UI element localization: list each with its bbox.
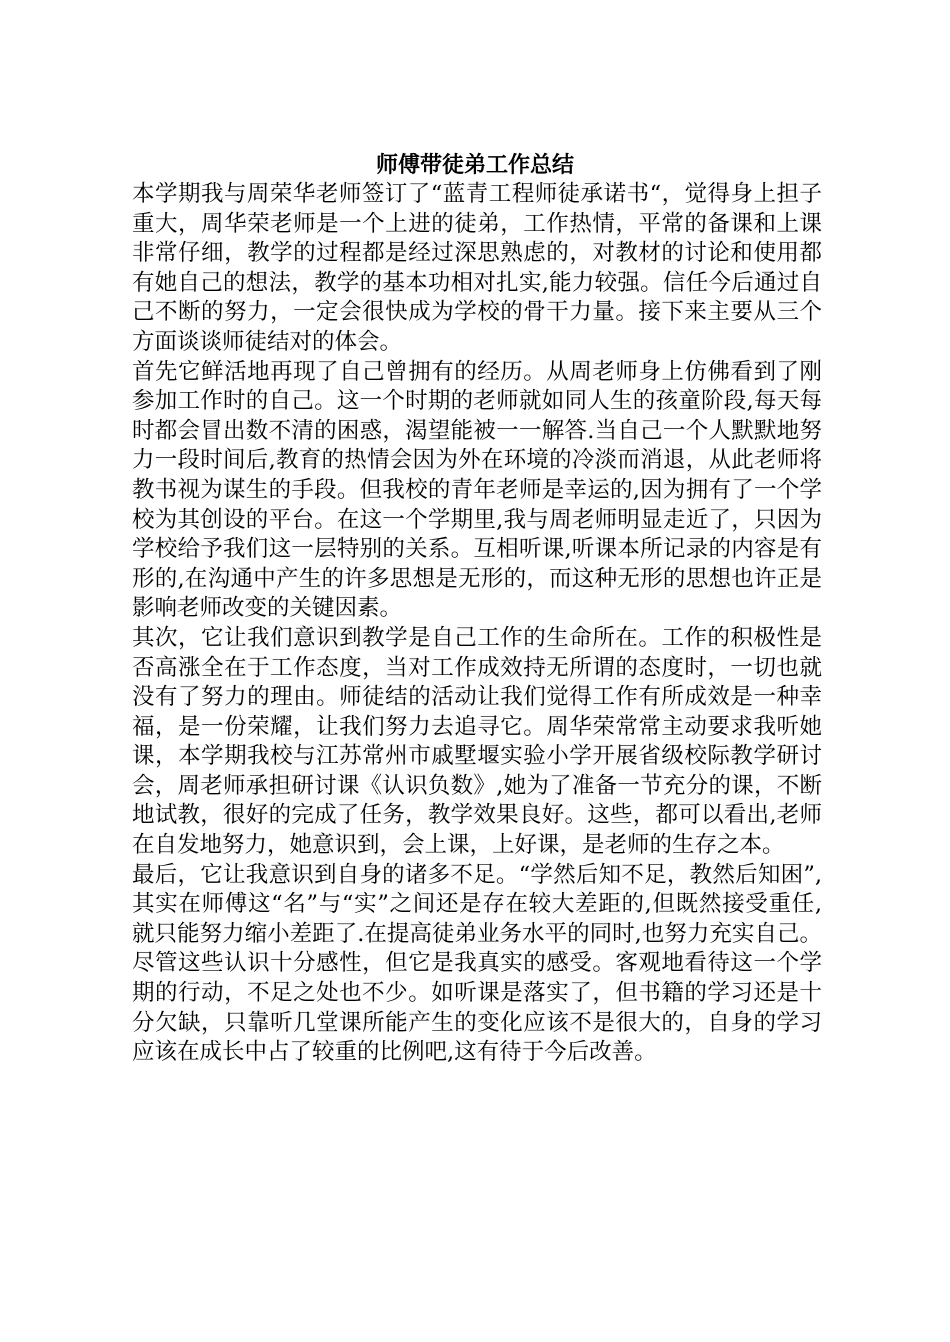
- paragraph-last: 最后，它让我意识到自身的诸多不足。“学然后知不足，教然后知困”,其实在师傅这“名”与“实”之间还是存在较大差距的,但既然接受重任,就只能努力缩小差距了.在提高徒弟业务水平的同时,也努力充实自己。尽管这些认识十分感性，但它是我真实的感受。客观地看待这一个学期的行动，不足之处也不少。如听课是落实了，但书籍的学习还是十分欠缺，只靠听几堂课所能产生的变化应该不是很大的，自身的学习应该在成长中占了较重的比例吧,这有待于今后改善。: [132, 861, 822, 1066]
- paragraph-second: 其次，它让我们意识到教学是自己工作的生命所在。工作的积极性是否高涨全在于工作态度，当对工作成效持无所谓的态度时，一切也就没有了努力的理由。师徒结的活动让我们觉得工作有所成效是一种幸福，是一份荣耀，让我们努力去追寻它。周华荣常常主动要求我听她课，本学期我校与江苏常州市戚墅堰实验小学开展省级校际教学研讨会，周老师承担研讨课《认识负数》,她为了准备一节充分的课，不断地试教，很好的完成了任务，教学效果良好。这些，都可以看出,老师在自发地努力，她意识到，会上课，上好课，是老师的生存之本。: [132, 624, 822, 859]
- document-body: [132, 180, 822, 1068]
- document-title: 师傅带徒弟工作总结: [375, 152, 574, 178]
- paragraph-first: 首先它鲜活地再现了自己曾拥有的经历。从周老师身上仿佛看到了刚参加工作时的自己。这一个时期的老师就如同人生的孩童阶段,每天每时都会冒出数不清的困惑，渴望能被一一解答.当自己一个人默默地努力一段时间后,教育的热情会因为外在环境的冷淡而消退，从此老师将教书视为谋生的手段。但我校的青年老师是幸运的,因为拥有了一个学校为其创设的平台。在这一个学期里,我与周老师明显走近了，只因为学校给予我们这一层特别的关系。互相听课,听课本所记录的内容是有形的,在沟通中产生的许多思想是无形的，而这种无形的思想也许正是影响老师改变的关键因素。: [132, 358, 822, 622]
- paragraph-intro: 本学期我与周荣华老师签订了“蓝青工程师徒承诺书“，觉得身上担子重大，周华荣老师是一个上进的徒弟，工作热情，平常的备课和上课非常仔细，教学的过程都是经过深思熟虑的，对教材的讨论和使用都有她自己的想法，教学的基本功相对扎实,能力较强。信任今后通过自己不断的努力，一定会很快成为学校的骨干力量。接下来主要从三个方面谈谈师徒结对的体会。: [132, 181, 822, 355]
